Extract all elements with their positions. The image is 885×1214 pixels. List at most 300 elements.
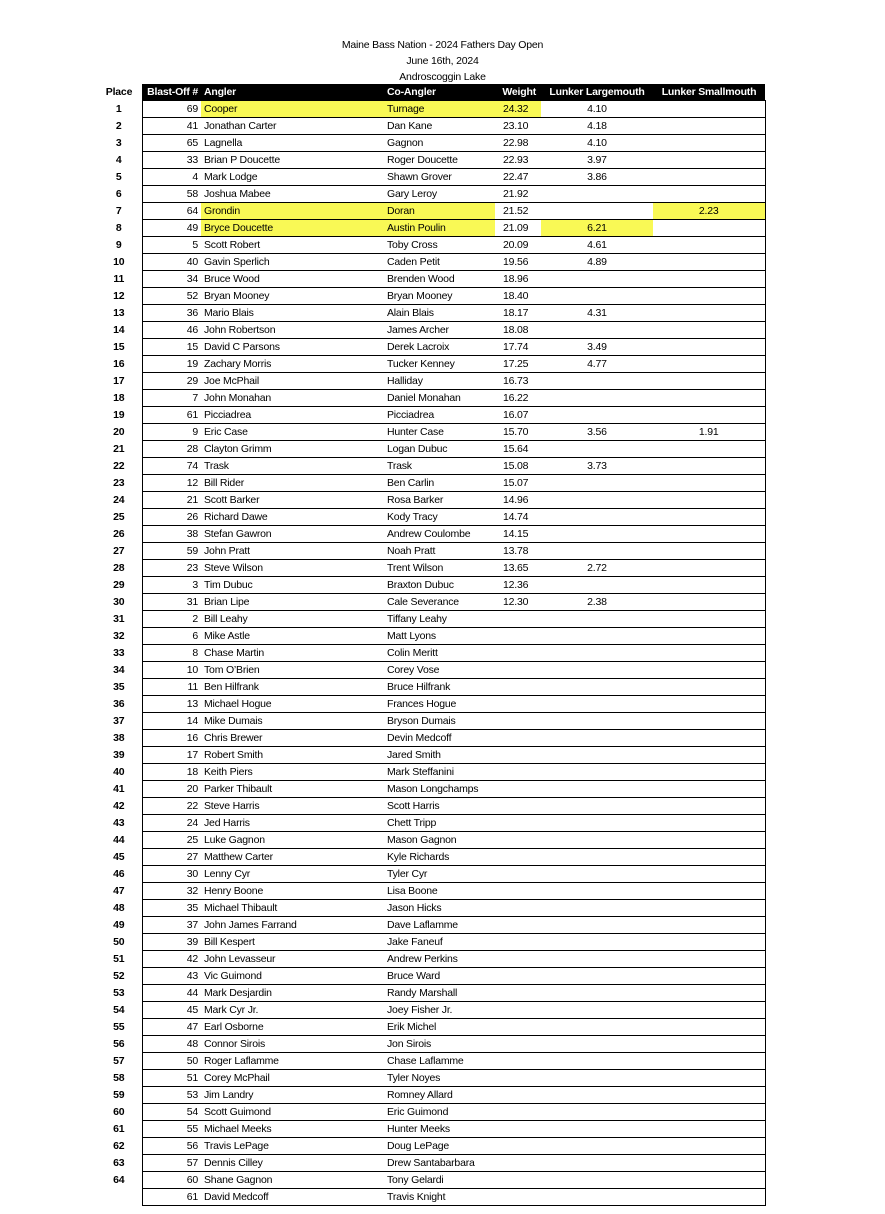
weight-cell: 15.64 xyxy=(495,441,541,458)
lunker-largemouth-cell xyxy=(541,509,653,526)
table-row xyxy=(96,951,765,968)
table-row xyxy=(96,1172,765,1189)
blast-off-cell: 74 xyxy=(142,458,201,475)
table-row xyxy=(96,390,765,407)
place-cell: 61 xyxy=(96,1121,142,1138)
blast-off-cell: 43 xyxy=(142,968,201,985)
table-row xyxy=(96,645,765,662)
weight-cell xyxy=(495,679,541,696)
weight-cell: 20.09 xyxy=(495,237,541,254)
blast-off-cell: 38 xyxy=(142,526,201,543)
lunker-largemouth-cell xyxy=(541,1155,653,1172)
blast-off-cell: 12 xyxy=(142,475,201,492)
lunker-largemouth-cell xyxy=(541,1087,653,1104)
blast-off-cell: 65 xyxy=(142,135,201,152)
lunker-smallmouth-cell xyxy=(653,934,765,951)
weight-cell xyxy=(495,696,541,713)
blast-off-cell: 53 xyxy=(142,1087,201,1104)
column-header-angler: Angler xyxy=(201,84,387,101)
lunker-largemouth-cell xyxy=(541,934,653,951)
lunker-largemouth-cell xyxy=(541,611,653,628)
table-row xyxy=(96,288,765,305)
table-row xyxy=(96,509,765,526)
table-row xyxy=(96,543,765,560)
blast-off-cell: 54 xyxy=(142,1104,201,1121)
angler-cell: Richard Dawe xyxy=(201,509,387,526)
place-cell: 47 xyxy=(96,883,142,900)
lunker-smallmouth-cell xyxy=(653,339,765,356)
lunker-smallmouth-cell xyxy=(653,713,765,730)
blast-off-cell: 49 xyxy=(142,220,201,237)
angler-cell: Mark Cyr Jr. xyxy=(201,1002,387,1019)
blast-off-cell: 40 xyxy=(142,254,201,271)
blast-off-cell: 26 xyxy=(142,509,201,526)
place-cell: 4 xyxy=(96,152,142,169)
lunker-smallmouth-cell xyxy=(653,968,765,985)
blast-off-cell: 48 xyxy=(142,1036,201,1053)
co-angler-cell: Tyler Cyr xyxy=(387,866,495,883)
lunker-smallmouth-cell xyxy=(653,305,765,322)
weight-cell xyxy=(495,1002,541,1019)
lunker-smallmouth-cell xyxy=(653,373,765,390)
lunker-smallmouth-cell xyxy=(653,849,765,866)
blast-off-cell: 25 xyxy=(142,832,201,849)
table-row xyxy=(96,237,765,254)
weight-cell: 14.15 xyxy=(495,526,541,543)
blast-off-cell: 19 xyxy=(142,356,201,373)
lunker-largemouth-cell xyxy=(541,696,653,713)
lunker-smallmouth-cell xyxy=(653,730,765,747)
blast-off-cell: 45 xyxy=(142,1002,201,1019)
column-header-blast-off: Blast-Off # xyxy=(142,84,201,101)
weight-cell xyxy=(495,611,541,628)
lunker-largemouth-cell xyxy=(541,373,653,390)
table-row xyxy=(96,475,765,492)
lunker-largemouth-cell xyxy=(541,917,653,934)
blast-off-cell: 7 xyxy=(142,390,201,407)
angler-cell: Brian Lipe xyxy=(201,594,387,611)
lunker-smallmouth-cell xyxy=(653,781,765,798)
angler-cell: Mike Dumais xyxy=(201,713,387,730)
co-angler-cell: Devin Medcoff xyxy=(387,730,495,747)
weight-cell xyxy=(495,781,541,798)
table-row xyxy=(96,713,765,730)
angler-cell: John Monahan xyxy=(201,390,387,407)
weight-cell xyxy=(495,866,541,883)
lunker-smallmouth-cell xyxy=(653,1155,765,1172)
angler-cell: Michael Meeks xyxy=(201,1121,387,1138)
table-row xyxy=(96,1036,765,1053)
lunker-largemouth-cell xyxy=(541,492,653,509)
co-angler-cell: Tony Gelardi xyxy=(387,1172,495,1189)
table-row xyxy=(96,492,765,509)
weight-cell: 13.65 xyxy=(495,560,541,577)
place-cell: 10 xyxy=(96,254,142,271)
co-angler-cell: Matt Lyons xyxy=(387,628,495,645)
table-row xyxy=(96,900,765,917)
lunker-smallmouth-cell xyxy=(653,883,765,900)
angler-cell: John Pratt xyxy=(201,543,387,560)
co-angler-cell: Bruce Ward xyxy=(387,968,495,985)
lunker-smallmouth-cell xyxy=(653,679,765,696)
co-angler-cell: Bruce Hilfrank xyxy=(387,679,495,696)
blast-off-cell: 10 xyxy=(142,662,201,679)
lunker-smallmouth-cell xyxy=(653,1138,765,1155)
place-cell: 28 xyxy=(96,560,142,577)
co-angler-cell: Lisa Boone xyxy=(387,883,495,900)
lunker-largemouth-cell xyxy=(541,1036,653,1053)
blast-off-cell: 3 xyxy=(142,577,201,594)
co-angler-cell: Travis Knight xyxy=(387,1189,495,1206)
co-angler-cell: Mark Steffanini xyxy=(387,764,495,781)
weight-cell: 18.40 xyxy=(495,288,541,305)
lunker-smallmouth-cell: 2.23 xyxy=(653,203,765,220)
co-angler-cell: Frances Hogue xyxy=(387,696,495,713)
blast-off-cell: 55 xyxy=(142,1121,201,1138)
lunker-largemouth-cell: 4.89 xyxy=(541,254,653,271)
table-row xyxy=(96,577,765,594)
co-angler-cell: Braxton Dubuc xyxy=(387,577,495,594)
lunker-smallmouth-cell xyxy=(653,356,765,373)
lunker-smallmouth-cell xyxy=(653,169,765,186)
co-angler-cell: Logan Dubuc xyxy=(387,441,495,458)
blast-off-cell: 69 xyxy=(142,101,201,118)
place-cell: 62 xyxy=(96,1138,142,1155)
weight-cell: 21.52 xyxy=(495,203,541,220)
co-angler-cell: Derek Lacroix xyxy=(387,339,495,356)
lunker-smallmouth-cell xyxy=(653,101,765,118)
table-row xyxy=(96,169,765,186)
lunker-largemouth-cell xyxy=(541,1121,653,1138)
table-row xyxy=(96,135,765,152)
table-row xyxy=(96,985,765,1002)
lunker-largemouth-cell xyxy=(541,1070,653,1087)
lunker-smallmouth-cell xyxy=(653,1002,765,1019)
blast-off-cell: 11 xyxy=(142,679,201,696)
angler-cell: Travis LePage xyxy=(201,1138,387,1155)
lunker-smallmouth-cell xyxy=(653,628,765,645)
angler-cell: Bill Leahy xyxy=(201,611,387,628)
blast-off-cell: 32 xyxy=(142,883,201,900)
table-row xyxy=(96,1121,765,1138)
table-row xyxy=(96,968,765,985)
lunker-largemouth-cell xyxy=(541,1002,653,1019)
table-row xyxy=(96,458,765,475)
table-row xyxy=(96,441,765,458)
blast-off-cell: 13 xyxy=(142,696,201,713)
co-angler-cell: Andrew Coulombe xyxy=(387,526,495,543)
lunker-largemouth-cell xyxy=(541,288,653,305)
blast-off-cell: 51 xyxy=(142,1070,201,1087)
blast-off-cell: 60 xyxy=(142,1172,201,1189)
lunker-largemouth-cell xyxy=(541,866,653,883)
weight-cell xyxy=(495,832,541,849)
table-row xyxy=(96,594,765,611)
weight-cell xyxy=(495,917,541,934)
lunker-smallmouth-cell xyxy=(653,594,765,611)
weight-cell: 18.96 xyxy=(495,271,541,288)
co-angler-cell: Daniel Monahan xyxy=(387,390,495,407)
co-angler-cell: Chett Tripp xyxy=(387,815,495,832)
angler-cell: Steve Harris xyxy=(201,798,387,815)
lunker-smallmouth-cell xyxy=(653,152,765,169)
table-row xyxy=(96,152,765,169)
table-row xyxy=(96,220,765,237)
lunker-largemouth-cell: 2.38 xyxy=(541,594,653,611)
weight-cell: 22.93 xyxy=(495,152,541,169)
co-angler-cell: Toby Cross xyxy=(387,237,495,254)
co-angler-cell: Kody Tracy xyxy=(387,509,495,526)
blast-off-cell: 9 xyxy=(142,424,201,441)
weight-cell: 23.10 xyxy=(495,118,541,135)
weight-cell xyxy=(495,968,541,985)
table-row xyxy=(96,781,765,798)
lunker-largemouth-cell xyxy=(541,1138,653,1155)
lunker-smallmouth-cell xyxy=(653,1019,765,1036)
lunker-smallmouth-cell xyxy=(653,1104,765,1121)
place-cell: 42 xyxy=(96,798,142,815)
place-cell: 53 xyxy=(96,985,142,1002)
lunker-smallmouth-cell xyxy=(653,985,765,1002)
column-header-lunker-largemouth: Lunker Largemouth xyxy=(541,84,653,101)
co-angler-cell: Chase Laflamme xyxy=(387,1053,495,1070)
lunker-largemouth-cell: 3.56 xyxy=(541,424,653,441)
lunker-smallmouth-cell xyxy=(653,322,765,339)
lunker-largemouth-cell xyxy=(541,900,653,917)
place-cell: 54 xyxy=(96,1002,142,1019)
weight-cell: 15.08 xyxy=(495,458,541,475)
table-row xyxy=(96,917,765,934)
place-cell: 21 xyxy=(96,441,142,458)
weight-cell: 17.25 xyxy=(495,356,541,373)
table-row xyxy=(96,798,765,815)
lunker-largemouth-cell xyxy=(541,781,653,798)
co-angler-cell: Picciadrea xyxy=(387,407,495,424)
lunker-largemouth-cell xyxy=(541,186,653,203)
lunker-smallmouth-cell xyxy=(653,900,765,917)
column-header-lunker-smallmouth: Lunker Smallmouth xyxy=(653,84,765,101)
blast-off-cell: 39 xyxy=(142,934,201,951)
weight-cell xyxy=(495,1070,541,1087)
report-date: June 16th, 2024 xyxy=(406,55,479,67)
lunker-smallmouth-cell xyxy=(653,254,765,271)
table-row xyxy=(96,118,765,135)
lunker-largemouth-cell xyxy=(541,1189,653,1206)
angler-cell: Roger Laflamme xyxy=(201,1053,387,1070)
weight-cell xyxy=(495,1155,541,1172)
angler-cell: David C Parsons xyxy=(201,339,387,356)
table-row xyxy=(96,764,765,781)
header-row xyxy=(96,84,765,101)
blast-off-cell: 56 xyxy=(142,1138,201,1155)
co-angler-cell: Hunter Meeks xyxy=(387,1121,495,1138)
weight-cell xyxy=(495,883,541,900)
lunker-largemouth-cell: 4.18 xyxy=(541,118,653,135)
place-cell: 24 xyxy=(96,492,142,509)
weight-cell xyxy=(495,1121,541,1138)
blast-off-cell: 37 xyxy=(142,917,201,934)
blast-off-cell: 46 xyxy=(142,322,201,339)
blast-off-cell: 5 xyxy=(142,237,201,254)
place-cell: 55 xyxy=(96,1019,142,1036)
lunker-smallmouth-cell xyxy=(653,764,765,781)
co-angler-cell: Cale Severance xyxy=(387,594,495,611)
weight-cell: 24.32 xyxy=(495,101,541,118)
co-angler-cell: Bryan Mooney xyxy=(387,288,495,305)
co-angler-cell: Trent Wilson xyxy=(387,560,495,577)
blast-off-cell: 35 xyxy=(142,900,201,917)
weight-cell: 14.74 xyxy=(495,509,541,526)
lunker-smallmouth-cell xyxy=(653,577,765,594)
co-angler-cell: Dan Kane xyxy=(387,118,495,135)
angler-cell: Bruce Wood xyxy=(201,271,387,288)
table-row xyxy=(96,815,765,832)
place-cell: 51 xyxy=(96,951,142,968)
angler-cell: John Levasseur xyxy=(201,951,387,968)
lunker-largemouth-cell: 4.10 xyxy=(541,101,653,118)
lunker-largemouth-cell xyxy=(541,1053,653,1070)
angler-cell: Chase Martin xyxy=(201,645,387,662)
table-row xyxy=(96,1053,765,1070)
lunker-largemouth-cell xyxy=(541,798,653,815)
co-angler-cell: Andrew Perkins xyxy=(387,951,495,968)
place-cell: 16 xyxy=(96,356,142,373)
weight-cell: 21.09 xyxy=(495,220,541,237)
lunker-smallmouth-cell xyxy=(653,186,765,203)
place-cell: 3 xyxy=(96,135,142,152)
weight-cell: 16.22 xyxy=(495,390,541,407)
place-cell: 64 xyxy=(96,1172,142,1189)
lunker-smallmouth-cell xyxy=(653,1189,765,1206)
weight-cell: 22.98 xyxy=(495,135,541,152)
place-cell: 9 xyxy=(96,237,142,254)
place-cell: 43 xyxy=(96,815,142,832)
co-angler-cell: Rosa Barker xyxy=(387,492,495,509)
lunker-largemouth-cell: 4.10 xyxy=(541,135,653,152)
weight-cell: 12.30 xyxy=(495,594,541,611)
place-cell: 8 xyxy=(96,220,142,237)
place-cell: 19 xyxy=(96,407,142,424)
table-row xyxy=(96,560,765,577)
blast-off-cell: 58 xyxy=(142,186,201,203)
co-angler-cell: Randy Marshall xyxy=(387,985,495,1002)
table-row xyxy=(96,186,765,203)
co-angler-cell: Shawn Grover xyxy=(387,169,495,186)
place-cell: 48 xyxy=(96,900,142,917)
co-angler-cell: Caden Petit xyxy=(387,254,495,271)
co-angler-cell: Halliday xyxy=(387,373,495,390)
angler-cell: Chris Brewer xyxy=(201,730,387,747)
place-cell: 38 xyxy=(96,730,142,747)
angler-cell: Michael Thibault xyxy=(201,900,387,917)
angler-cell: Joshua Mabee xyxy=(201,186,387,203)
blast-off-cell: 27 xyxy=(142,849,201,866)
weight-cell xyxy=(495,645,541,662)
lunker-largemouth-cell xyxy=(541,526,653,543)
co-angler-cell: Turnage xyxy=(387,101,495,118)
co-angler-cell: Joey Fisher Jr. xyxy=(387,1002,495,1019)
lunker-smallmouth-cell xyxy=(653,1172,765,1189)
weight-cell xyxy=(495,730,541,747)
table-row xyxy=(96,832,765,849)
angler-cell: Ben Hilfrank xyxy=(201,679,387,696)
weight-cell: 19.56 xyxy=(495,254,541,271)
lunker-smallmouth-cell xyxy=(653,441,765,458)
blast-off-cell: 57 xyxy=(142,1155,201,1172)
lunker-largemouth-cell xyxy=(541,203,653,220)
lunker-smallmouth-cell xyxy=(653,645,765,662)
co-angler-cell: Noah Pratt xyxy=(387,543,495,560)
table-row xyxy=(96,1002,765,1019)
lunker-largemouth-cell: 3.97 xyxy=(541,152,653,169)
lunker-smallmouth-cell xyxy=(653,492,765,509)
lunker-largemouth-cell xyxy=(541,1019,653,1036)
weight-cell: 13.78 xyxy=(495,543,541,560)
table-row xyxy=(96,254,765,271)
table-row xyxy=(96,696,765,713)
place-cell: 50 xyxy=(96,934,142,951)
co-angler-cell: Austin Poulin xyxy=(387,220,495,237)
co-angler-cell: Trask xyxy=(387,458,495,475)
blast-off-cell: 50 xyxy=(142,1053,201,1070)
weight-cell: 22.47 xyxy=(495,169,541,186)
weight-cell xyxy=(495,934,541,951)
angler-cell: Dennis Cilley xyxy=(201,1155,387,1172)
lunker-smallmouth-cell xyxy=(653,747,765,764)
lunker-smallmouth-cell xyxy=(653,662,765,679)
blast-off-cell: 8 xyxy=(142,645,201,662)
blast-off-cell: 21 xyxy=(142,492,201,509)
lunker-largemouth-cell: 4.61 xyxy=(541,237,653,254)
weight-cell xyxy=(495,1104,541,1121)
lunker-smallmouth-cell xyxy=(653,560,765,577)
co-angler-cell: Dave Laflamme xyxy=(387,917,495,934)
weight-cell: 17.74 xyxy=(495,339,541,356)
lunker-largemouth-cell xyxy=(541,577,653,594)
co-angler-cell: Roger Doucette xyxy=(387,152,495,169)
lunker-smallmouth-cell xyxy=(653,798,765,815)
weight-cell: 14.96 xyxy=(495,492,541,509)
lunker-largemouth-cell xyxy=(541,645,653,662)
lunker-smallmouth-cell xyxy=(653,526,765,543)
place-cell: 57 xyxy=(96,1053,142,1070)
report-location: Androscoggin Lake xyxy=(399,71,486,83)
place-cell: 37 xyxy=(96,713,142,730)
blast-off-cell: 28 xyxy=(142,441,201,458)
angler-cell: Bill Rider xyxy=(201,475,387,492)
lunker-smallmouth-cell xyxy=(653,1121,765,1138)
place-cell: 33 xyxy=(96,645,142,662)
co-angler-cell: Jason Hicks xyxy=(387,900,495,917)
lunker-largemouth-cell xyxy=(541,322,653,339)
angler-cell: Connor Sirois xyxy=(201,1036,387,1053)
co-angler-cell: Corey Vose xyxy=(387,662,495,679)
lunker-largemouth-cell xyxy=(541,1104,653,1121)
table-row xyxy=(96,526,765,543)
lunker-smallmouth-cell xyxy=(653,866,765,883)
table-row xyxy=(96,373,765,390)
lunker-largemouth-cell: 4.77 xyxy=(541,356,653,373)
blast-off-cell: 64 xyxy=(142,203,201,220)
report-title-block xyxy=(0,37,885,85)
lunker-smallmouth-cell xyxy=(653,220,765,237)
table-row xyxy=(96,271,765,288)
lunker-smallmouth-cell xyxy=(653,237,765,254)
angler-cell: Mark Desjardin xyxy=(201,985,387,1002)
lunker-smallmouth-cell xyxy=(653,509,765,526)
lunker-largemouth-cell xyxy=(541,764,653,781)
place-cell: 29 xyxy=(96,577,142,594)
